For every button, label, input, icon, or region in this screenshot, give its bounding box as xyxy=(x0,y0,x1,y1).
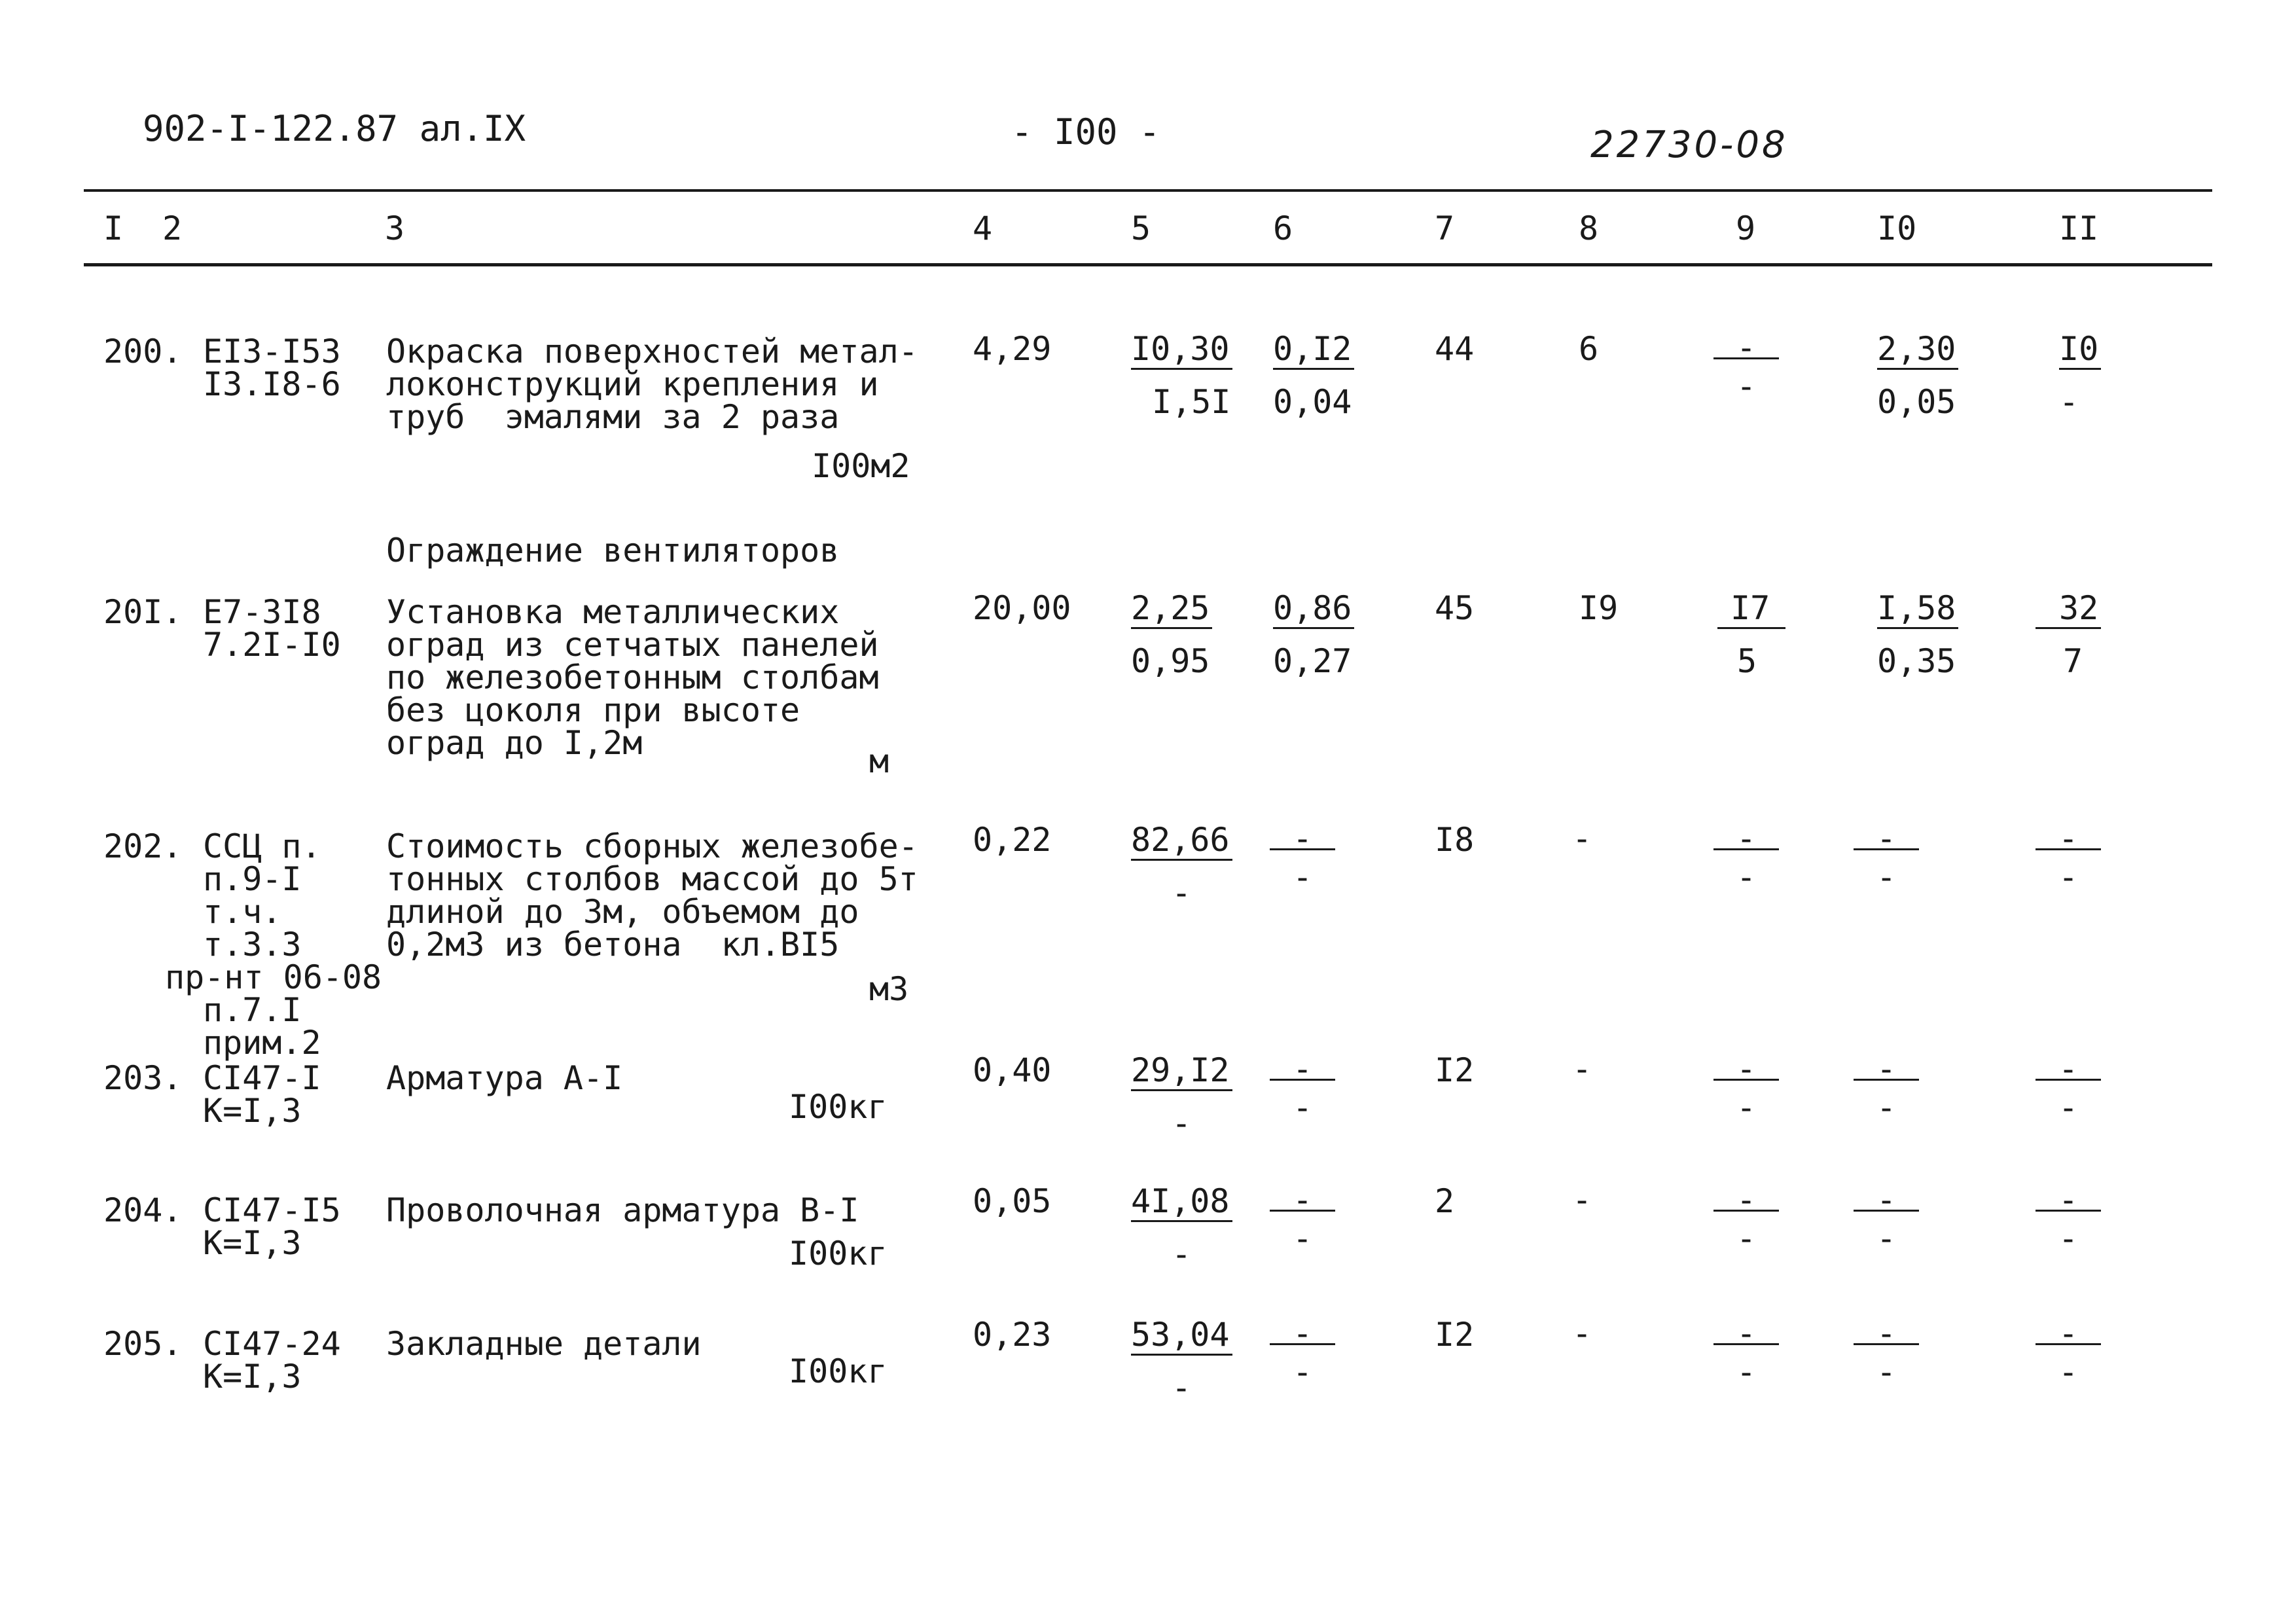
col-header-11: II xyxy=(2059,209,2099,247)
col-header-4: 4 xyxy=(973,209,993,247)
cell-fraction xyxy=(1713,1181,1779,1257)
cell-fraction xyxy=(1131,331,1242,420)
cell-numerator: - xyxy=(1854,829,1919,850)
quantity-value: 0,40 xyxy=(973,1051,1052,1089)
cell-denominator: - xyxy=(1736,1353,1757,1391)
cell-denominator: - xyxy=(1292,1089,1313,1127)
cell-denominator: - xyxy=(1876,1353,1897,1391)
cell-numerator: I,58 xyxy=(1877,590,1958,629)
unit-of-measure: I00кг xyxy=(789,1235,888,1272)
norm-code-line: EI3-I53 xyxy=(203,333,341,370)
cell-numerator: - xyxy=(1713,1324,1779,1345)
cell-fraction xyxy=(1713,820,1779,896)
cell-denominator: 5 xyxy=(1737,642,1757,680)
cell-denominator: 0,95 xyxy=(1131,642,1210,680)
cell-denominator: - xyxy=(1292,1219,1313,1257)
description-line: тонных столбов массой до 5т xyxy=(386,860,918,898)
cell-numerator: 2,25 xyxy=(1131,590,1212,629)
cell-numerator: - xyxy=(1854,1324,1919,1345)
cell-value: I2 xyxy=(1435,1051,1475,1089)
cell-numerator: - xyxy=(1270,1059,1335,1081)
cell-denominator: - xyxy=(2058,1089,2079,1127)
cell-numerator: - xyxy=(1854,1190,1919,1212)
cell-fraction xyxy=(1713,1314,1779,1391)
row-number: 200. xyxy=(103,333,183,370)
norm-code-line: I3.I8-6 xyxy=(203,365,341,403)
cell-fraction xyxy=(2059,331,2170,420)
cell-denominator: 0,35 xyxy=(1877,642,1956,680)
cell-denominator: - xyxy=(1172,1104,1192,1142)
cell-numerator: 29,I2 xyxy=(1131,1053,1232,1091)
unit-of-measure: I00кг xyxy=(789,1088,888,1126)
cell-fraction xyxy=(1270,1181,1335,1257)
norm-code-line: E7-3I8 xyxy=(203,593,321,631)
cell-value: - xyxy=(1572,1050,1592,1088)
col-header-5: 5 xyxy=(1131,209,1151,247)
quantity-value: 0,23 xyxy=(973,1316,1052,1354)
unit-of-measure: I00м2 xyxy=(812,447,910,485)
table-top-rule xyxy=(84,189,2212,192)
cell-numerator: 82,66 xyxy=(1131,822,1232,861)
cell-numerator: I0,30 xyxy=(1131,331,1232,370)
norm-code-line: K=I,3 xyxy=(203,1358,302,1396)
page-number: - I00 - xyxy=(1011,111,1160,153)
norm-code-line: K=I,3 xyxy=(203,1092,302,1130)
cell-denominator: - xyxy=(2058,858,2079,896)
cell-fraction xyxy=(1270,1050,1335,1127)
description-line: Арматура А-I xyxy=(386,1059,623,1097)
description-line: Проволочная арматура В-I xyxy=(386,1191,859,1229)
cell-numerator: - xyxy=(1854,1059,1919,1081)
cell-fraction xyxy=(1131,590,1242,679)
cell-numerator: - xyxy=(2036,829,2101,850)
norm-code-line: п.7.I xyxy=(203,991,302,1029)
cell-fraction xyxy=(2036,1050,2101,1127)
inventory-number: 22730-08 xyxy=(1590,124,1788,166)
description-line: Закладные детали xyxy=(386,1325,702,1363)
cell-numerator: - xyxy=(1713,829,1779,850)
cell-fraction xyxy=(2036,1181,2101,1257)
cell-denominator: 0,05 xyxy=(1877,383,1956,421)
cell-value: I8 xyxy=(1435,821,1475,859)
cell-fraction xyxy=(2036,590,2147,679)
unit-of-measure: I00кг xyxy=(789,1352,888,1390)
cell-fraction xyxy=(1854,1050,1919,1127)
cell-numerator: 0,I2 xyxy=(1273,331,1354,370)
norm-code-line: т.ч. xyxy=(203,893,282,931)
cell-numerator: - xyxy=(1270,829,1335,850)
cell-fraction xyxy=(2036,1314,2101,1391)
cell-numerator: - xyxy=(1270,1190,1335,1212)
cell-denominator: - xyxy=(1292,858,1313,896)
cell-denominator: - xyxy=(1736,367,1757,405)
cell-value: - xyxy=(1572,820,1592,857)
cell-numerator: - xyxy=(1713,1059,1779,1081)
cell-fraction xyxy=(1131,1317,1242,1405)
cell-fraction xyxy=(1877,590,1988,679)
cell-numerator: 4I,08 xyxy=(1131,1183,1232,1222)
cell-fraction xyxy=(1854,820,1919,896)
cell-denominator: - xyxy=(1876,1089,1897,1127)
cell-denominator: - xyxy=(1172,874,1192,912)
cell-denominator: 0,27 xyxy=(1273,642,1352,680)
cell-numerator: - xyxy=(2036,1190,2101,1212)
cell-denominator: - xyxy=(1736,858,1757,896)
description-line: 0,2м3 из бетона кл.BI5 xyxy=(386,926,840,964)
cell-denominator: - xyxy=(1172,1369,1192,1407)
cell-fraction xyxy=(1273,590,1384,679)
unit-of-measure: м xyxy=(869,742,889,780)
col-header-7: 7 xyxy=(1435,209,1455,247)
quantity-value: 4,29 xyxy=(973,330,1052,368)
description-line: длиной до 3м, объемом до xyxy=(386,893,859,931)
document-code: 902-I-122.87 ал.IX xyxy=(143,108,526,149)
cell-denominator: - xyxy=(1736,1089,1757,1127)
description-line: Стоимость сборных железобе- xyxy=(386,827,918,865)
cell-numerator: I0 xyxy=(2059,331,2101,370)
cell-denominator: - xyxy=(1292,1353,1313,1391)
col-header-3: 3 xyxy=(385,209,405,247)
col-header-1: I xyxy=(103,209,124,247)
cell-denominator: - xyxy=(1876,858,1897,896)
cell-denominator: - xyxy=(1172,1235,1192,1273)
cell-denominator: I,5I xyxy=(1152,383,1231,421)
cell-denominator: - xyxy=(2059,383,2079,421)
cell-fraction xyxy=(1877,331,1988,420)
cell-fraction xyxy=(1131,1183,1242,1272)
cell-value: - xyxy=(1572,1314,1592,1352)
cell-fraction xyxy=(1131,1053,1242,1141)
norm-code-line: пр-нт 06-08 xyxy=(165,958,382,996)
cell-numerator: 0,86 xyxy=(1273,590,1354,629)
row-number: 205. xyxy=(103,1325,183,1363)
quantity-value: 0,05 xyxy=(973,1182,1052,1220)
description-line: Установка металлических xyxy=(386,593,840,631)
description-line: оград до I,2м xyxy=(386,724,643,762)
quantity-value: 0,22 xyxy=(973,821,1052,859)
cell-numerator: 53,04 xyxy=(1131,1317,1232,1356)
cell-numerator: 32 xyxy=(2036,590,2101,629)
cell-numerator: - xyxy=(1270,1324,1335,1345)
norm-code-line: 7.2I-I0 xyxy=(203,626,341,664)
cell-fraction xyxy=(1273,331,1384,420)
row-number: 203. xyxy=(103,1059,183,1097)
header-mark xyxy=(2135,259,2212,265)
section-heading: Ограждение вентиляторов xyxy=(386,532,840,569)
description-line: труб эмалями за 2 раза xyxy=(386,398,840,436)
unit-of-measure: м3 xyxy=(869,970,909,1008)
cell-value: 6 xyxy=(1579,330,1599,368)
cell-fraction xyxy=(1713,1050,1779,1127)
cell-denominator: - xyxy=(1736,1219,1757,1257)
cell-numerator: I7 xyxy=(1717,590,1785,629)
norm-code-line: ССЦ п. xyxy=(203,827,321,865)
row-number: 204. xyxy=(103,1191,183,1229)
cell-fraction xyxy=(1131,822,1242,911)
description-line: Окраска поверхностей метал- xyxy=(386,333,918,370)
cell-numerator: - xyxy=(1713,338,1779,359)
col-header-6: 6 xyxy=(1273,209,1293,247)
cell-numerator: - xyxy=(2036,1324,2101,1345)
col-header-8: 8 xyxy=(1579,209,1599,247)
cell-fraction xyxy=(1854,1181,1919,1257)
cell-denominator: - xyxy=(1876,1219,1897,1257)
cell-numerator: - xyxy=(2036,1059,2101,1081)
cell-value: 2 xyxy=(1435,1182,1455,1220)
col-header-2: 2 xyxy=(162,209,183,247)
cell-denominator: - xyxy=(2058,1219,2079,1257)
description-line: локонструкций крепления и xyxy=(386,365,879,403)
cell-value: I9 xyxy=(1579,589,1619,627)
cell-denominator: 0,04 xyxy=(1273,383,1352,421)
cell-denominator: 7 xyxy=(2063,642,2083,680)
description-line: по железобетонным столбам xyxy=(386,659,879,696)
row-number: 20I. xyxy=(103,593,183,631)
table-header-rule xyxy=(84,263,2212,266)
description-line: без цоколя при высоте xyxy=(386,691,800,729)
cell-fraction xyxy=(1717,590,1829,679)
col-header-9: 9 xyxy=(1736,209,1756,247)
cell-value: 45 xyxy=(1435,589,1475,627)
norm-code-line: CI47-24 xyxy=(203,1325,341,1363)
cell-fraction xyxy=(1854,1314,1919,1391)
cell-value: 44 xyxy=(1435,330,1475,368)
col-header-10: I0 xyxy=(1877,209,1917,247)
cell-fraction xyxy=(1270,1314,1335,1391)
description-line: оград из сетчатых панелей xyxy=(386,626,879,664)
cell-numerator: 2,30 xyxy=(1877,331,1958,370)
row-number: 202. xyxy=(103,827,183,865)
cell-denominator: - xyxy=(2058,1353,2079,1391)
norm-code-line: K=I,3 xyxy=(203,1224,302,1262)
cell-numerator: - xyxy=(1713,1190,1779,1212)
norm-code-line: т.3.3 xyxy=(203,926,302,964)
norm-code-line: CI47-I5 xyxy=(203,1191,341,1229)
norm-code-line: прим.2 xyxy=(203,1024,321,1062)
cell-value: - xyxy=(1572,1181,1592,1219)
cell-fraction xyxy=(2036,820,2101,896)
norm-code-line: CI47-I xyxy=(203,1059,321,1097)
cell-fraction xyxy=(1713,329,1779,405)
norm-code-line: п.9-I xyxy=(203,860,302,898)
cell-fraction xyxy=(1270,820,1335,896)
cell-value: I2 xyxy=(1435,1316,1475,1354)
quantity-value: 20,00 xyxy=(973,589,1071,627)
